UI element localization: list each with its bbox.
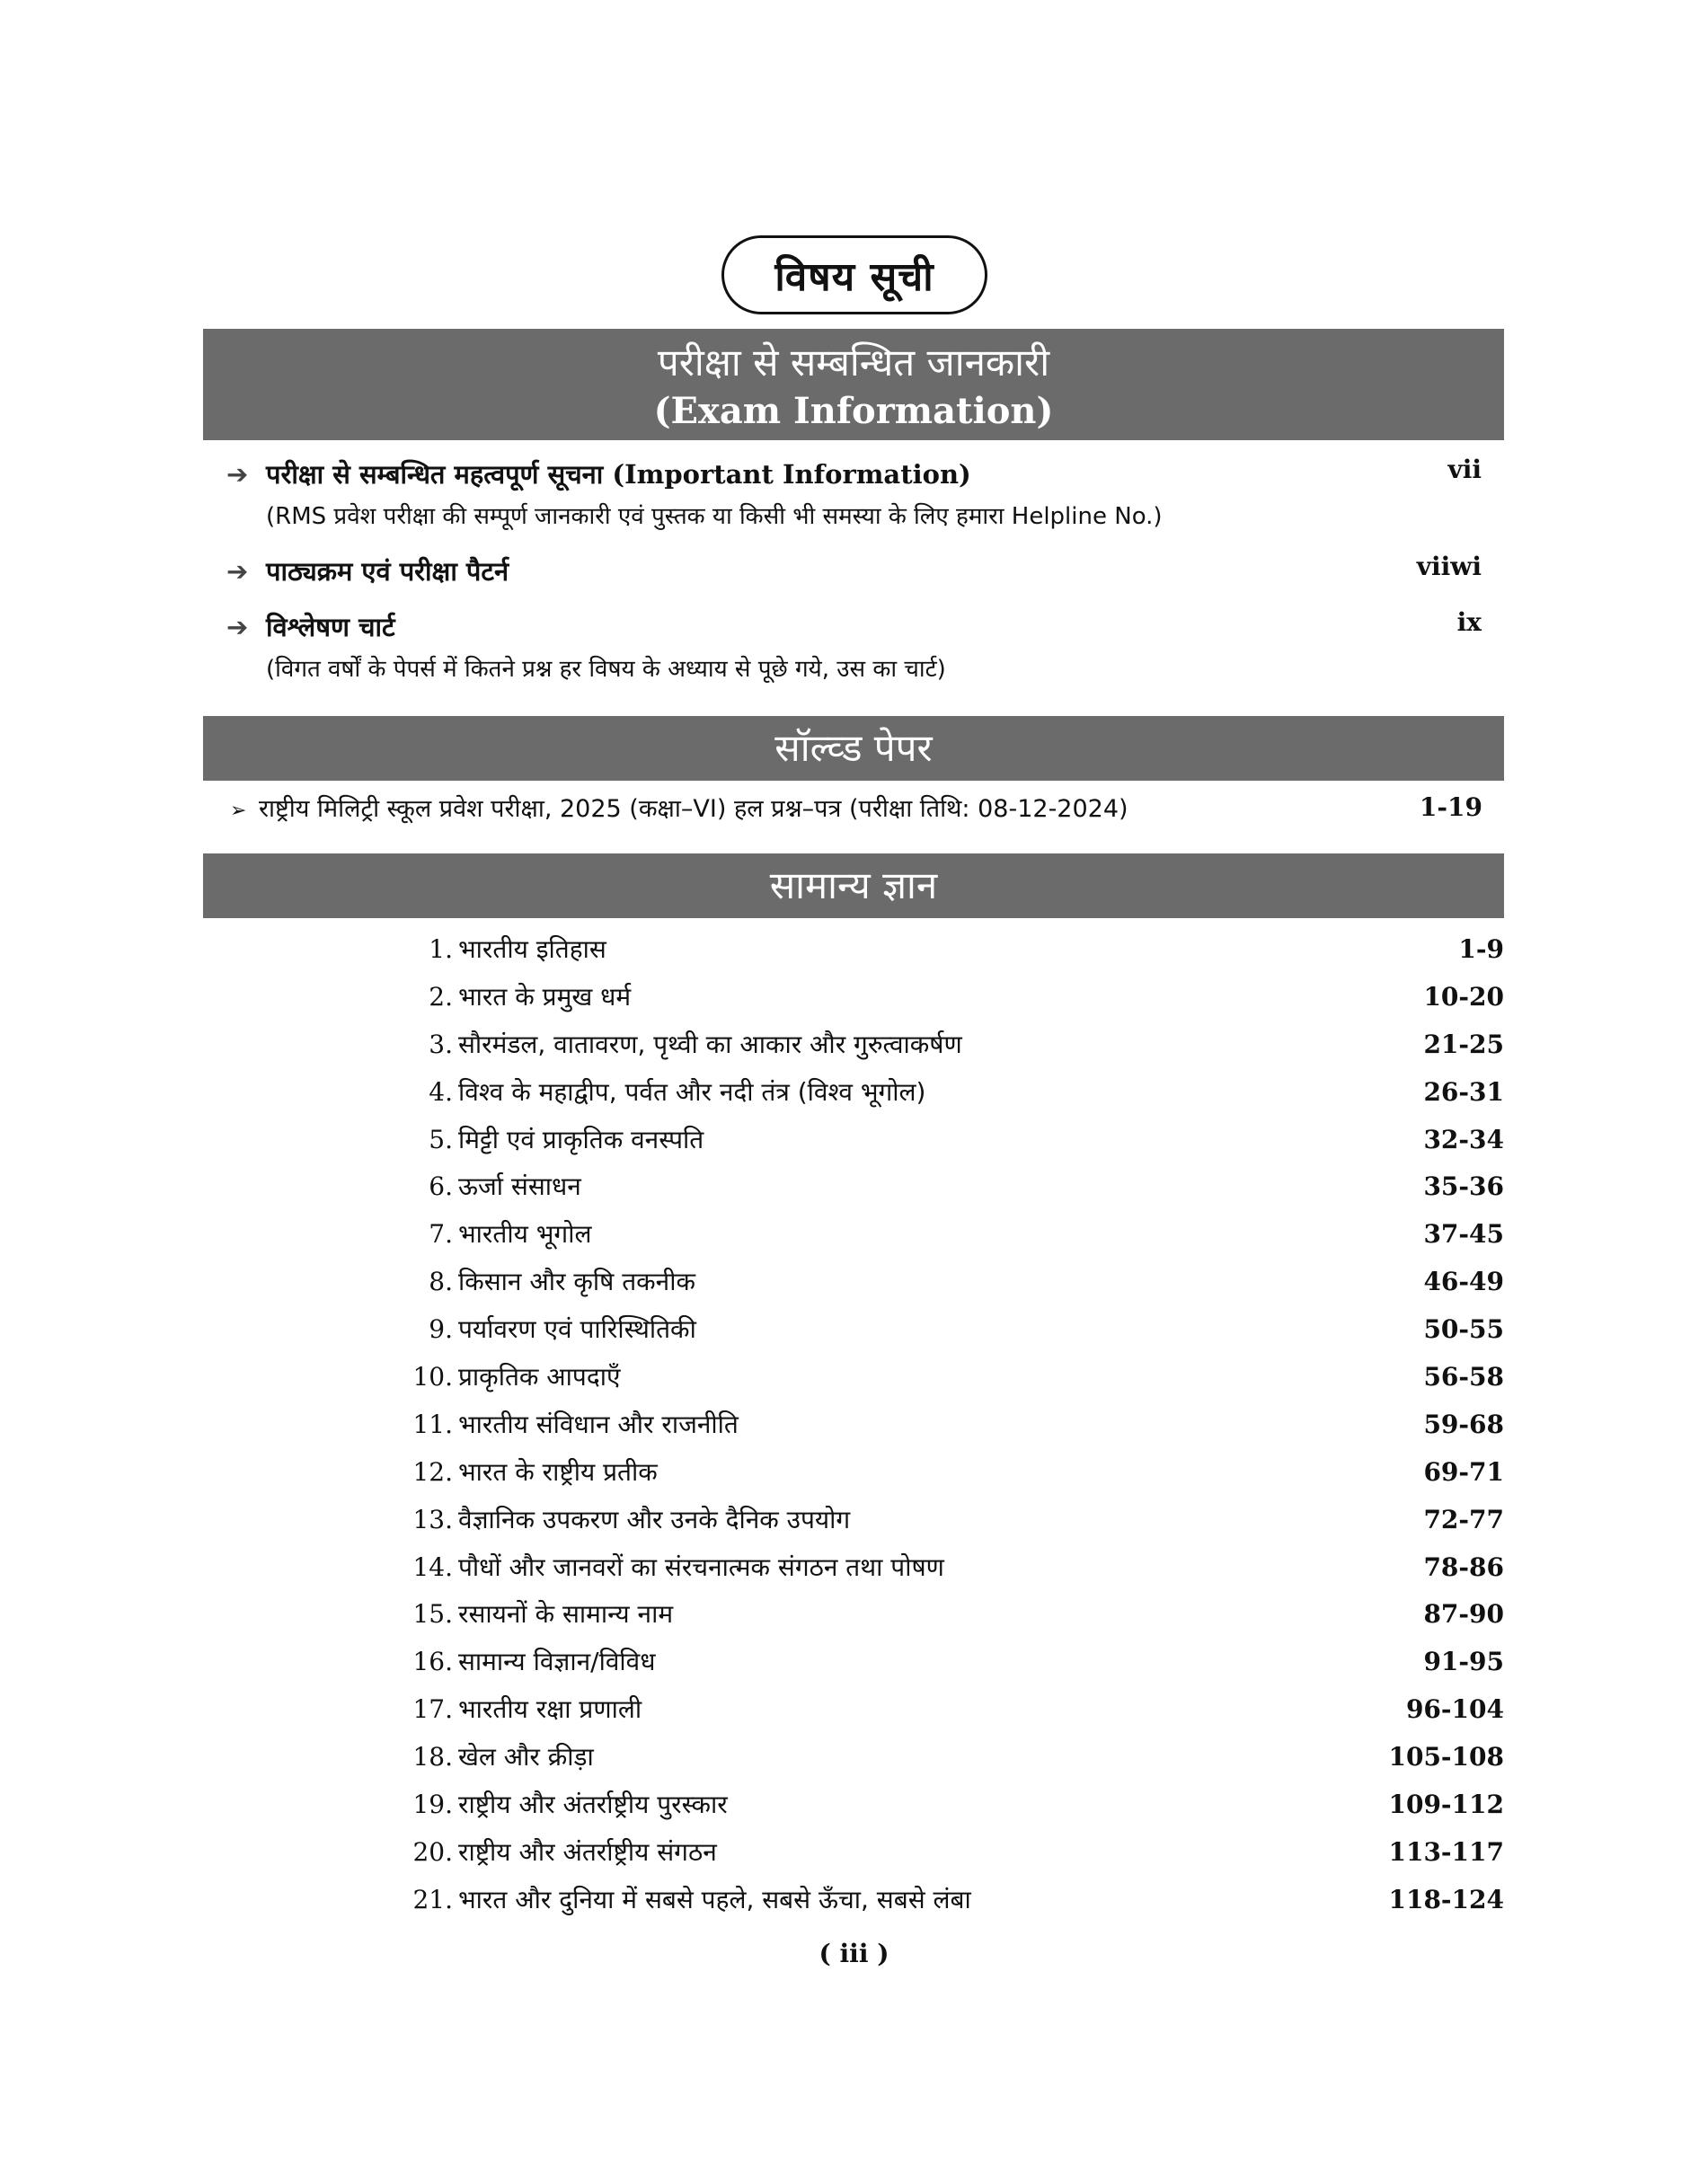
info-item-page-number: viiwi [1416,552,1482,581]
info-item-title-english: (Important Information) [612,459,971,490]
chapter-row [203,1639,1504,1686]
chapter-list [203,926,1504,1924]
info-item-description: (RMS प्रवेश परीक्षा की सम्पूर्ण जानकारी एवं पुस्तक या किसी भी समस्या के लिए हमारा Helpline No.) [266,503,1163,530]
chapter-page-range: 35-36 [1423,1171,1504,1202]
section-header-general-knowledge: सामान्य ज्ञान [203,853,1504,918]
chapter-row [203,1306,1504,1354]
chapter-row [203,974,1504,1021]
info-item-title [226,456,1484,491]
chapter-page-range: 32-34 [1423,1124,1504,1154]
chapter-title: रसायनों के सामान्य नाम [458,1599,674,1630]
chapter-row [203,1117,1504,1164]
chapter-page-range: 59-68 [1423,1409,1504,1439]
chapter-row [203,1211,1504,1259]
chapter-title: मिट्टी एवं प्राकृतिक वनस्पति [458,1124,704,1154]
chapter-number: 12. [412,1456,453,1487]
chapter-title: भारतीय रक्षा प्रणाली [458,1694,642,1725]
chapter-title: वैज्ञानिक उपकरण और उनके दैनिक उपयोग [458,1504,851,1534]
arrow-right-icon: ➔ [226,556,249,587]
chapter-page-range: 1-9 [1458,934,1504,964]
chapter-number: 13. [412,1504,453,1534]
info-item-description: (विगत वर्षों के पेपर्स में कितने प्रश्न हर विषय के अध्याय से पूछे गये, उस का चार्ट) [266,656,946,683]
chapter-number: 21. [412,1884,453,1914]
chapter-row [203,1259,1504,1306]
chapter-title: पौधों और जानवरों का संरचनात्मक संगठन तथा पोषण [458,1551,944,1582]
chapter-row [203,1163,1504,1211]
info-item-title-hindi: पाठ्यक्रम एवं परीक्षा पैटर्न [266,556,509,587]
chapter-row [203,1021,1504,1069]
chapter-page-range: 118-124 [1388,1884,1504,1914]
chapter-page-range: 87-90 [1423,1599,1504,1630]
chapter-title: भारत के राष्ट्रीय प्रतीक [458,1456,658,1487]
chapter-title: सामान्य विज्ञान/विविध [458,1647,656,1677]
info-item-title-hindi: परीक्षा से सम्बन्धित महत्वपूर्ण सूचना [266,459,604,490]
info-item-title [226,553,1484,588]
chapter-page-range: 56-58 [1423,1362,1504,1392]
chapter-title: भारतीय संविधान और राजनीति [458,1409,739,1439]
chapter-number: 11. [412,1409,453,1439]
chapter-number: 10. [412,1362,453,1392]
chapter-number: 20. [412,1836,453,1867]
chapter-title: भारत के प्रमुख धर्म [458,981,632,1012]
arrow-right-icon: ➔ [226,612,249,642]
chapter-title: प्राकृतिक आपदाएँ [458,1362,621,1392]
chapter-number: 7. [429,1219,453,1250]
chapter-page-range: 109-112 [1388,1790,1504,1820]
chapter-title: सौरमंडल, वातावरण, पृथ्वी का आकार और गुरुत्वाकर्षण [458,1029,962,1059]
chapter-number: 15. [412,1599,453,1630]
info-item-title [226,609,1484,644]
page-title: विषय सूची [721,235,987,314]
chapter-row [203,1449,1504,1497]
info-item-syllabus-pattern [226,553,1484,588]
chapter-title: किसान और कृषि तकनीक [458,1267,695,1297]
info-item-important-information [226,456,1484,531]
info-item-page-number: vii [1447,455,1482,484]
chapter-page-range: 26-31 [1423,1076,1504,1107]
info-item-page-number: ix [1456,607,1482,637]
chapter-row [203,1686,1504,1734]
section-heading-hindi: परीक्षा से सम्बन्धित जानकारी [657,340,1050,385]
chapter-title: राष्ट्रीय और अंतर्राष्ट्रीय संगठन [458,1836,717,1867]
chapter-number: 14. [412,1551,453,1582]
chapter-title: खेल और क्रीड़ा [458,1742,594,1772]
section-header-exam-information [203,329,1504,440]
chapter-title: ऊर्जा संसाधन [458,1171,581,1202]
chapter-title: भारतीय भूगोल [458,1219,592,1250]
chapter-page-range: 113-117 [1388,1836,1504,1867]
chapter-row [203,926,1504,974]
chapter-title: भारतीय इतिहास [458,934,606,964]
chapter-row [203,1877,1504,1924]
chapter-page-range: 10-20 [1423,981,1504,1012]
solved-paper-entry [230,791,1448,824]
chapter-row [203,1781,1504,1829]
chapter-title: पर्यावरण एवं पारिस्थितिकी [458,1314,696,1345]
chapter-number: 19. [412,1790,453,1820]
page-number-footer: ( iii ) [819,1939,889,1968]
chapter-number: 16. [412,1647,453,1677]
chapter-row [203,1544,1504,1592]
chapter-row [203,1354,1504,1401]
chapter-number: 17. [412,1694,453,1725]
chapter-row [203,1734,1504,1781]
chapter-page-range: 105-108 [1388,1742,1504,1772]
chapter-page-range: 72-77 [1423,1504,1504,1534]
solved-paper-entry-page: 1-19 [1419,792,1482,822]
chapter-number: 1. [429,934,453,964]
chapter-page-range: 69-71 [1423,1456,1504,1487]
section-header-solved-paper: सॉल्व्ड पेपर [203,716,1504,781]
chapter-page-range: 91-95 [1423,1647,1504,1677]
chapter-number: 3. [429,1029,453,1059]
chapter-number: 5. [429,1124,453,1154]
chapter-row [203,1069,1504,1117]
solved-paper-entry-label: राष्ट्रीय मिलिट्री स्कूल प्रवेश परीक्षा, 2025 (कक्षा–VI) हल प्रश्न–पत्र (परीक्षा तिथि: 08-12-2024) [259,795,1128,823]
chapter-page-range: 96-104 [1405,1694,1504,1725]
chapter-title: राष्ट्रीय और अंतर्राष्ट्रीय पुरस्कार [458,1790,728,1820]
chapter-title: विश्व के महाद्वीप, पर्वत और नदी तंत्र (विश्व भूगोल) [458,1076,926,1107]
chapter-row [203,1591,1504,1639]
info-item-analysis-chart [226,609,1484,684]
arrow-right-icon: ➔ [226,459,249,490]
chapter-row [203,1829,1504,1877]
chapter-row [203,1497,1504,1544]
bullet-arrow-icon: ➢ [230,800,247,822]
chapter-title: भारत और दुनिया में सबसे पहले, सबसे ऊँचा, सबसे लंबा [458,1884,971,1914]
chapter-number: 9. [429,1314,453,1345]
chapter-number: 4. [429,1076,453,1107]
chapter-number: 6. [429,1171,453,1202]
chapter-number: 8. [429,1267,453,1297]
chapter-page-range: 37-45 [1423,1219,1504,1250]
chapter-page-range: 21-25 [1423,1029,1504,1059]
section-heading-english: (Exam Information) [653,390,1054,432]
chapter-page-range: 46-49 [1423,1267,1504,1297]
chapter-page-range: 78-86 [1423,1551,1504,1582]
chapter-number: 18. [412,1742,453,1772]
chapter-row [203,1401,1504,1449]
chapter-page-range: 50-55 [1423,1314,1504,1345]
chapter-number: 2. [429,981,453,1012]
info-item-title-hindi: विश्लेषण चार्ट [266,612,395,642]
